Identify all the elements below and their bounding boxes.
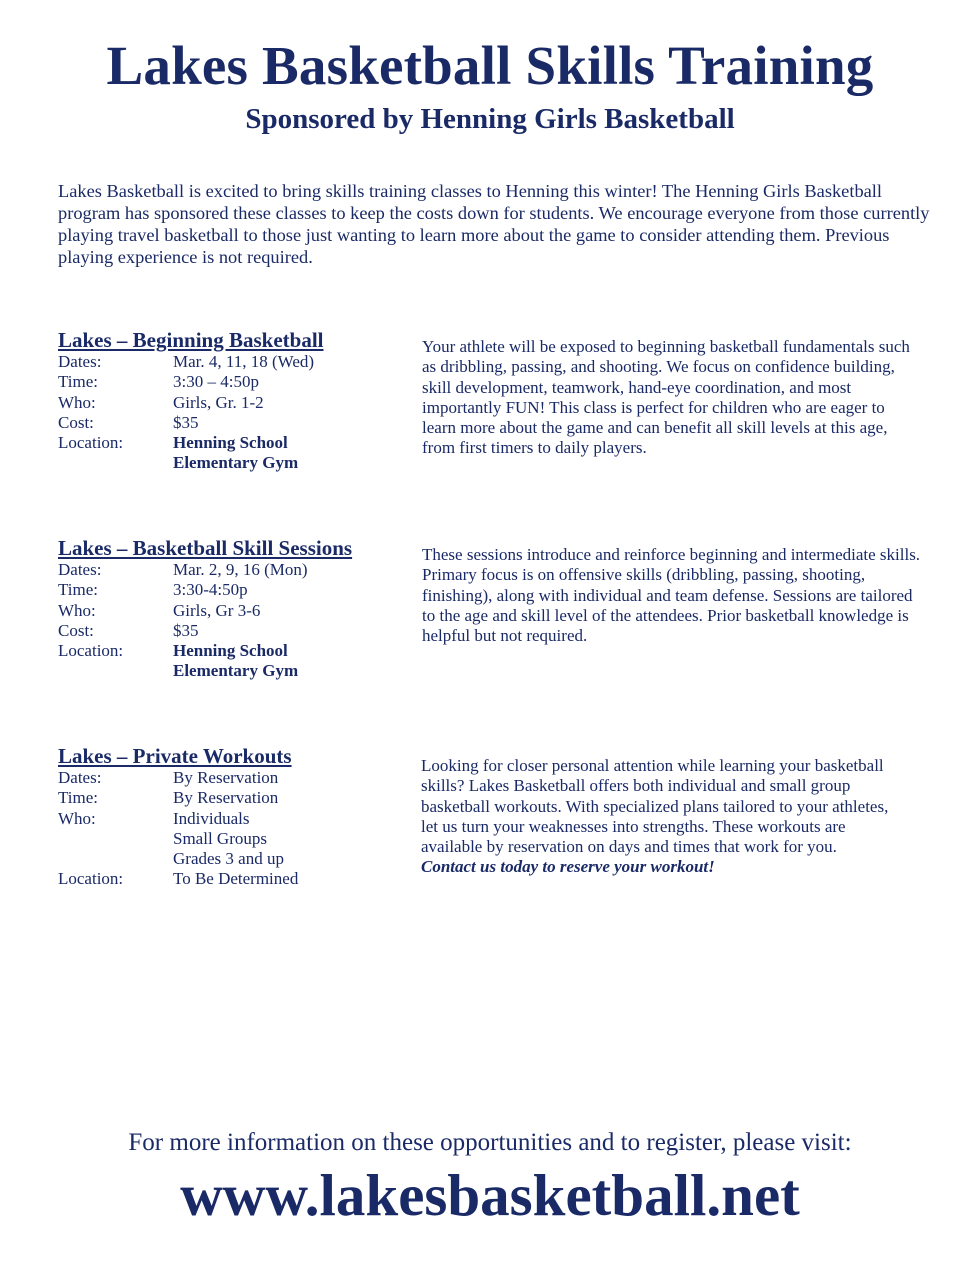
cost-row [58, 413, 408, 433]
location-row [58, 641, 408, 661]
time-label: Time: [58, 788, 99, 808]
cost-row [58, 621, 408, 641]
time-label: Time: [58, 372, 99, 392]
location-row [58, 433, 408, 453]
time-row [58, 372, 408, 392]
location-row-2 [58, 661, 408, 681]
section-details [58, 536, 408, 682]
time-label: Time: [58, 580, 99, 600]
dates-row [58, 352, 408, 372]
intro-paragraph: Lakes Basketball is excited to bring skills training classes to Henning this winter! The Henning Girls Basketball program has sponsored these classes to keep the costs down for students. We encourage everyone from those currently playing travel basketball to those just wanting to learn more about the game to consider attending them. Previous playing experience is not required. [58, 181, 930, 267]
dates-value: Mar. 4, 11, 18 (Wed) [173, 352, 315, 371]
location-row-2 [58, 453, 408, 473]
who-value: Individuals [173, 808, 250, 828]
time-value: 3:30-4:50p [173, 580, 248, 600]
cost-label: Cost: [58, 412, 94, 432]
who-value: Girls, Gr. 1-2 [173, 392, 264, 412]
dates-row [58, 560, 408, 580]
dates-label: Dates: [58, 352, 102, 371]
cost-label: Cost: [58, 620, 94, 640]
dates-label: Dates: [58, 768, 102, 787]
location-value: Henning School [173, 433, 288, 453]
who-label: Who: [58, 808, 96, 828]
who-row [58, 393, 408, 413]
who-row [58, 601, 408, 621]
who-value-2: Small Groups [173, 828, 267, 848]
section-title: Lakes – Private Workouts [58, 744, 292, 768]
cost-value: $35 [173, 620, 199, 640]
cost-value: $35 [173, 412, 199, 432]
page-subtitle: Sponsored by Henning Girls Basketball [245, 103, 735, 135]
spacer [58, 849, 173, 869]
section-title: Lakes – Basketball Skill Sessions [58, 536, 353, 560]
location-label: Location: [58, 433, 124, 453]
section-details [58, 744, 408, 890]
who-row-3 [58, 849, 408, 869]
time-row [58, 580, 408, 600]
location-value-2: Elementary Gym [173, 453, 299, 473]
section-beginning-basketball [58, 328, 928, 488]
who-label: Who: [58, 600, 96, 620]
description-text: Looking for closer personal attention while learning your basketball skills? Lakes Basketball offers both individual and small group basketball workouts. With specialized plans tailored to your athletes, let us turn your weaknesses into strengths. These workouts are available by reservation on days and times that work for you. [421, 756, 889, 857]
who-row [58, 809, 408, 829]
section-details [58, 328, 408, 474]
section-title: Lakes – Beginning Basketball [58, 328, 324, 352]
footer-note: For more information on these opportunities and to register, please visit: [128, 1129, 852, 1156]
page-title: Lakes Basketball Skills Training [106, 35, 874, 96]
section-skill-sessions [58, 536, 928, 696]
location-label: Location: [58, 869, 124, 889]
time-value: 3:30 – 4:50p [173, 372, 259, 392]
website-link[interactable]: www.lakesbasketball.net [180, 1162, 800, 1228]
section-private-workouts [58, 744, 928, 914]
time-row [58, 788, 408, 808]
who-row-2 [58, 829, 408, 849]
dates-value: Mar. 2, 9, 16 (Mon) [173, 560, 308, 579]
who-value: Girls, Gr 3-6 [173, 600, 261, 620]
section-description [421, 756, 891, 878]
section-description: These sessions introduce and reinforce beginning and intermediate skills. Primary focus is on offensive skills (dribbling, passing, shooting, finishing), along with individual and team defense. Sessions are tailored to the age and skill level of the attendees. Prior basketball knowledge is helpful but not required. [422, 545, 921, 646]
who-label: Who: [58, 392, 96, 412]
dates-row [58, 768, 408, 788]
dates-value: By Reservation [173, 768, 279, 787]
spacer [58, 661, 173, 681]
dates-label: Dates: [58, 560, 102, 579]
location-value: Henning School [173, 641, 288, 661]
location-value-2: Elementary Gym [173, 661, 299, 681]
section-description: Your athlete will be exposed to beginning basketball fundamentals such as dribbling, passing, and shooting. We focus on confidence building, skill development, teamwork, hand-eye coordination, and most importantly FUN! This class is perfect for children who are eager to learn more about the game and can benefit all skill levels at this age, from first timers to daily players. [422, 337, 910, 458]
location-value: To Be Determined [173, 869, 299, 889]
spacer [58, 829, 173, 849]
location-label: Location: [58, 641, 124, 661]
location-row [58, 869, 408, 889]
spacer [58, 453, 173, 473]
who-value-3: Grades 3 and up [173, 849, 284, 869]
call-to-action: Contact us today to reserve your workout! [421, 857, 715, 877]
time-value: By Reservation [173, 788, 279, 808]
